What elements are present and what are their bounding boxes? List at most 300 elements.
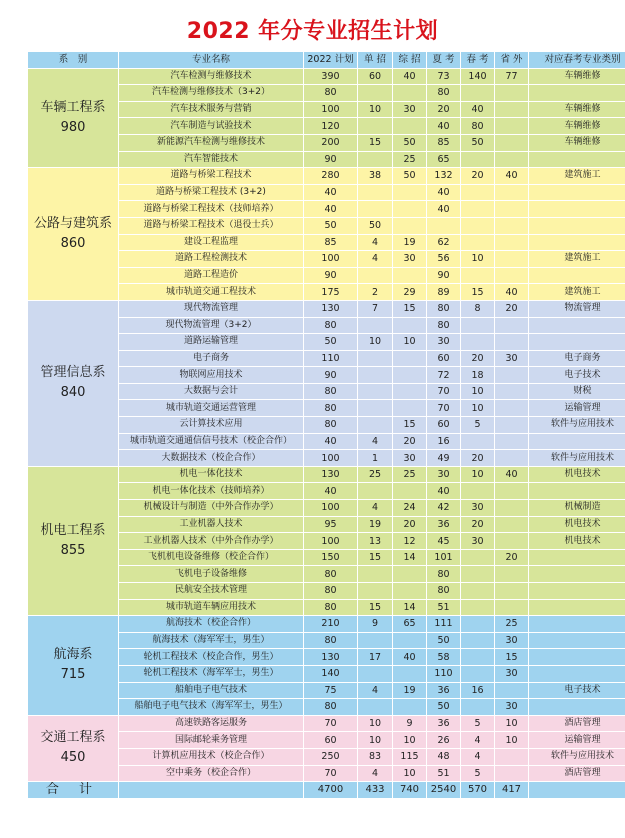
plan-cell: 100 [304, 450, 358, 467]
danzhao-cell [358, 400, 393, 417]
chunkao-cell [461, 184, 495, 201]
shengwai-cell: 10 [495, 732, 529, 749]
chunkao-cell [461, 151, 495, 168]
department-name: 车辆工程系 [40, 99, 106, 115]
zongzhao-cell [393, 217, 427, 234]
zongzhao-cell [393, 267, 427, 284]
plan-cell: 90 [304, 267, 358, 284]
plan-cell: 100 [304, 251, 358, 268]
xiakao-cell: 111 [427, 616, 461, 633]
plan-cell: 50 [304, 334, 358, 351]
chunkao-cell: 10 [461, 383, 495, 400]
plan-cell: 100 [304, 500, 358, 517]
major-name: 道路与桥梁工程技术 [119, 168, 304, 185]
xiakao-cell: 30 [427, 334, 461, 351]
department-name: 公路与建筑系 [33, 216, 112, 232]
zongzhao-cell [393, 317, 427, 334]
danzhao-cell: 10 [358, 334, 393, 351]
chunkao-cell [461, 699, 495, 716]
department-cell [28, 715, 119, 781]
chunkao-cell: 5 [461, 715, 495, 732]
danzhao-cell: 25 [358, 466, 393, 483]
chunkao-cell: 10 [461, 400, 495, 417]
shengwai-cell [495, 483, 529, 500]
xiakao-cell: 50 [427, 632, 461, 649]
plan-cell: 40 [304, 433, 358, 450]
danzhao-cell [358, 85, 393, 102]
shengwai-cell [495, 151, 529, 168]
plan-cell: 80 [304, 583, 358, 600]
category-cell: 运输管理 [529, 732, 625, 749]
xiakao-cell: 36 [427, 682, 461, 699]
header-zongzhao: 综 招 [393, 52, 427, 69]
zongzhao-cell: 20 [393, 433, 427, 450]
shengwai-cell [495, 85, 529, 102]
major-name: 大数据技术（校企合作） [119, 450, 304, 467]
chunkao-cell [461, 583, 495, 600]
shengwai-cell: 40 [495, 284, 529, 301]
chunkao-cell: 10 [461, 466, 495, 483]
total-shengwai-cell: 417 [495, 782, 529, 799]
danzhao-cell: 4 [358, 251, 393, 268]
zongzhao-cell [393, 184, 427, 201]
chunkao-cell [461, 234, 495, 251]
major-name: 船舶电子电气技术 [119, 682, 304, 699]
total-danzhao-cell: 433 [358, 782, 393, 799]
category-cell [529, 217, 625, 234]
category-cell [529, 184, 625, 201]
xiakao-cell: 16 [427, 433, 461, 450]
major-name: 汽车技术服务与营销 [119, 101, 304, 118]
major-name: 城市轨道车辆应用技术 [119, 599, 304, 616]
header-department: 系 别 [28, 52, 119, 69]
xiakao-cell: 36 [427, 516, 461, 533]
total-zongzhao-cell: 740 [393, 782, 427, 799]
plan-cell: 200 [304, 134, 358, 151]
chunkao-cell [461, 217, 495, 234]
chunkao-cell [461, 267, 495, 284]
category-cell: 建筑施工 [529, 284, 625, 301]
category-cell: 机电技术 [529, 516, 625, 533]
chunkao-cell [461, 483, 495, 500]
header-shengwai: 省 外 [495, 52, 529, 69]
table-row [28, 300, 625, 317]
chunkao-cell [461, 599, 495, 616]
plan-cell: 280 [304, 168, 358, 185]
category-cell: 机电技术 [529, 466, 625, 483]
danzhao-cell [358, 151, 393, 168]
department-cell [28, 68, 119, 168]
shengwai-cell: 40 [495, 168, 529, 185]
shengwai-cell [495, 566, 529, 583]
xiakao-cell: 36 [427, 715, 461, 732]
category-cell [529, 616, 625, 633]
danzhao-cell: 15 [358, 599, 393, 616]
danzhao-cell: 15 [358, 549, 393, 566]
chunkao-cell: 20 [461, 350, 495, 367]
major-name: 道路工程造价 [119, 267, 304, 284]
chunkao-cell: 20 [461, 516, 495, 533]
xiakao-cell: 90 [427, 267, 461, 284]
xiakao-cell: 50 [427, 699, 461, 716]
plan-cell: 130 [304, 466, 358, 483]
shengwai-cell [495, 317, 529, 334]
table-row [28, 616, 625, 633]
department-total: 840 [60, 385, 86, 401]
zongzhao-cell: 30 [393, 101, 427, 118]
category-cell [529, 151, 625, 168]
major-name: 汽车智能技术 [119, 151, 304, 168]
xiakao-cell: 48 [427, 748, 461, 765]
chunkao-cell: 30 [461, 533, 495, 550]
department-cell [28, 300, 119, 466]
header-xiakao: 夏 考 [427, 52, 461, 69]
category-cell: 车辆维修 [529, 101, 625, 118]
chunkao-cell: 20 [461, 168, 495, 185]
major-name: 汽车检测与维修技术 [119, 68, 304, 85]
danzhao-cell: 9 [358, 616, 393, 633]
plan-cell: 80 [304, 85, 358, 102]
plan-cell: 130 [304, 300, 358, 317]
shengwai-cell [495, 682, 529, 699]
table-row [28, 466, 625, 483]
zongzhao-cell: 115 [393, 748, 427, 765]
zongzhao-cell [393, 583, 427, 600]
danzhao-cell: 50 [358, 217, 393, 234]
table-row [28, 68, 625, 85]
shengwai-cell [495, 417, 529, 434]
shengwai-cell [495, 500, 529, 517]
header-category: 对应春考专业类别 [529, 52, 625, 69]
major-name: 云计算技术应用 [119, 417, 304, 434]
plan-cell: 80 [304, 317, 358, 334]
major-name: 机电一体化技术（技师培养） [119, 483, 304, 500]
category-cell: 车辆维修 [529, 118, 625, 135]
shengwai-cell [495, 217, 529, 234]
major-name: 道路与桥梁工程技术（技师培养） [119, 201, 304, 218]
plan-cell: 80 [304, 417, 358, 434]
xiakao-cell [427, 217, 461, 234]
department-cell [28, 466, 119, 615]
total-plan-cell: 4700 [304, 782, 358, 799]
chunkao-cell: 4 [461, 732, 495, 749]
zongzhao-cell: 50 [393, 134, 427, 151]
zongzhao-cell: 14 [393, 599, 427, 616]
danzhao-cell [358, 699, 393, 716]
zongzhao-cell [393, 665, 427, 682]
chunkao-cell [461, 433, 495, 450]
category-cell [529, 317, 625, 334]
major-name: 道路工程检测技术 [119, 251, 304, 268]
zongzhao-cell: 9 [393, 715, 427, 732]
table-header-row [28, 52, 625, 69]
xiakao-cell: 26 [427, 732, 461, 749]
shengwai-cell: 25 [495, 616, 529, 633]
zongzhao-cell: 25 [393, 151, 427, 168]
category-cell: 电子技术 [529, 367, 625, 384]
plan-cell: 100 [304, 101, 358, 118]
chunkao-cell: 80 [461, 118, 495, 135]
department-total: 855 [60, 543, 86, 559]
major-name: 汽车检测与维修技术（3+2） [119, 85, 304, 102]
plan-cell: 70 [304, 715, 358, 732]
zongzhao-cell: 25 [393, 466, 427, 483]
shengwai-cell [495, 201, 529, 218]
xiakao-cell: 60 [427, 417, 461, 434]
shengwai-cell [495, 383, 529, 400]
category-cell: 财税 [529, 383, 625, 400]
department-name: 交通工程系 [40, 730, 106, 746]
danzhao-cell [358, 417, 393, 434]
danzhao-cell [358, 583, 393, 600]
plan-cell: 80 [304, 599, 358, 616]
plan-cell: 130 [304, 649, 358, 666]
chunkao-cell [461, 201, 495, 218]
xiakao-cell: 58 [427, 649, 461, 666]
danzhao-cell: 60 [358, 68, 393, 85]
zongzhao-cell [393, 400, 427, 417]
category-cell: 酒店管理 [529, 715, 625, 732]
chunkao-cell [461, 317, 495, 334]
shengwai-cell [495, 765, 529, 782]
chunkao-cell [461, 649, 495, 666]
xiakao-cell: 49 [427, 450, 461, 467]
category-cell: 软件与应用技术 [529, 417, 625, 434]
shengwai-cell: 15 [495, 649, 529, 666]
category-cell [529, 665, 625, 682]
table-row [28, 715, 625, 732]
xiakao-cell: 85 [427, 134, 461, 151]
shengwai-cell [495, 251, 529, 268]
category-cell: 电子商务 [529, 350, 625, 367]
zongzhao-cell: 12 [393, 533, 427, 550]
danzhao-cell: 10 [358, 715, 393, 732]
department-name: 航海系 [53, 647, 93, 663]
plan-cell: 80 [304, 566, 358, 583]
zongzhao-cell [393, 483, 427, 500]
danzhao-cell [358, 201, 393, 218]
major-name: 现代物流管理（3+2） [119, 317, 304, 334]
chunkao-cell: 18 [461, 367, 495, 384]
category-cell [529, 85, 625, 102]
zongzhao-cell [393, 632, 427, 649]
major-name: 电子商务 [119, 350, 304, 367]
plan-cell: 80 [304, 383, 358, 400]
danzhao-cell [358, 367, 393, 384]
xiakao-cell: 80 [427, 85, 461, 102]
xiakao-cell: 30 [427, 466, 461, 483]
department-total: 715 [60, 667, 86, 683]
shengwai-cell [495, 118, 529, 135]
category-cell: 软件与应用技术 [529, 748, 625, 765]
major-name: 航海技术（校企合作） [119, 616, 304, 633]
xiakao-cell: 80 [427, 300, 461, 317]
shengwai-cell [495, 184, 529, 201]
plan-cell: 40 [304, 184, 358, 201]
shengwai-cell [495, 134, 529, 151]
danzhao-cell [358, 118, 393, 135]
chunkao-cell: 5 [461, 765, 495, 782]
plan-cell: 175 [304, 284, 358, 301]
major-name: 工业机器人技术（中外合作办学） [119, 533, 304, 550]
major-name: 空中乘务（校企合作） [119, 765, 304, 782]
total-label-cell: 合 计 [28, 782, 119, 799]
chunkao-cell: 20 [461, 450, 495, 467]
chunkao-cell [461, 566, 495, 583]
major-name: 轮机工程技术（校企合作，男生） [119, 649, 304, 666]
category-cell [529, 583, 625, 600]
category-cell [529, 201, 625, 218]
department-name: 机电工程系 [40, 523, 106, 539]
category-cell: 软件与应用技术 [529, 450, 625, 467]
category-cell: 物流管理 [529, 300, 625, 317]
zongzhao-cell: 15 [393, 300, 427, 317]
xiakao-cell: 51 [427, 599, 461, 616]
plan-cell: 50 [304, 217, 358, 234]
shengwai-cell: 40 [495, 466, 529, 483]
major-name: 机电一体化技术 [119, 466, 304, 483]
major-name: 城市轨道交通工程技术 [119, 284, 304, 301]
zongzhao-cell: 30 [393, 251, 427, 268]
major-name: 汽车制造与试验技术 [119, 118, 304, 135]
category-cell [529, 566, 625, 583]
shengwai-cell: 20 [495, 300, 529, 317]
xiakao-cell: 72 [427, 367, 461, 384]
zongzhao-cell: 40 [393, 68, 427, 85]
header-major: 专业名称 [119, 52, 304, 69]
header-chunkao: 春 考 [461, 52, 495, 69]
plan-cell: 110 [304, 350, 358, 367]
zongzhao-cell [393, 699, 427, 716]
category-cell [529, 632, 625, 649]
zongzhao-cell: 14 [393, 549, 427, 566]
xiakao-cell: 40 [427, 118, 461, 135]
danzhao-cell: 17 [358, 649, 393, 666]
shengwai-cell: 10 [495, 715, 529, 732]
table-row [28, 168, 625, 185]
major-name: 工业机器人技术 [119, 516, 304, 533]
danzhao-cell: 19 [358, 516, 393, 533]
plan-cell: 80 [304, 400, 358, 417]
category-cell [529, 483, 625, 500]
plan-cell: 90 [304, 151, 358, 168]
major-name: 航海技术（海军军士，男生） [119, 632, 304, 649]
shengwai-cell: 30 [495, 699, 529, 716]
danzhao-cell: 10 [358, 732, 393, 749]
plan-cell: 80 [304, 632, 358, 649]
xiakao-cell: 40 [427, 483, 461, 500]
chunkao-cell [461, 85, 495, 102]
plan-cell: 80 [304, 699, 358, 716]
major-name: 飞机电子设备维修 [119, 566, 304, 583]
zongzhao-cell: 10 [393, 334, 427, 351]
department-total: 860 [60, 236, 86, 252]
major-name: 物联网应用技术 [119, 367, 304, 384]
shengwai-cell [495, 234, 529, 251]
xiakao-cell: 70 [427, 400, 461, 417]
danzhao-cell [358, 566, 393, 583]
plan-cell: 90 [304, 367, 358, 384]
category-cell [529, 599, 625, 616]
category-cell: 机电技术 [529, 533, 625, 550]
shengwai-cell: 77 [495, 68, 529, 85]
xiakao-cell: 51 [427, 765, 461, 782]
danzhao-cell: 13 [358, 533, 393, 550]
chunkao-cell: 15 [461, 284, 495, 301]
plan-cell: 100 [304, 533, 358, 550]
department-cell [28, 616, 119, 716]
page-title: 2022 年分专业招生计划 [186, 19, 439, 44]
zongzhao-cell: 50 [393, 168, 427, 185]
danzhao-cell [358, 483, 393, 500]
danzhao-cell: 7 [358, 300, 393, 317]
chunkao-cell: 50 [461, 134, 495, 151]
category-cell: 运输管理 [529, 400, 625, 417]
category-cell: 车辆维修 [529, 68, 625, 85]
shengwai-cell: 30 [495, 665, 529, 682]
category-cell: 建筑施工 [529, 251, 625, 268]
shengwai-cell: 20 [495, 549, 529, 566]
major-name: 城市轨道交通通信信号技术（校企合作） [119, 433, 304, 450]
major-name: 轮机工程技术（海军军士，男生） [119, 665, 304, 682]
header-danzhao: 单 招 [358, 52, 393, 69]
danzhao-cell: 4 [358, 234, 393, 251]
zongzhao-cell [393, 367, 427, 384]
plan-cell: 40 [304, 201, 358, 218]
chunkao-cell: 10 [461, 251, 495, 268]
chunkao-cell [461, 632, 495, 649]
danzhao-cell: 83 [358, 748, 393, 765]
chunkao-cell [461, 665, 495, 682]
category-cell: 建筑施工 [529, 168, 625, 185]
category-cell: 机械制造 [529, 500, 625, 517]
department-total: 980 [60, 119, 86, 135]
major-name: 道路与桥梁工程技术（退役士兵） [119, 217, 304, 234]
major-name: 建设工程监理 [119, 234, 304, 251]
enrollment-plan-table [27, 51, 625, 799]
xiakao-cell: 56 [427, 251, 461, 268]
major-name: 城市轨道交通运营管理 [119, 400, 304, 417]
danzhao-cell: 4 [358, 682, 393, 699]
zongzhao-cell [393, 566, 427, 583]
xiakao-cell: 60 [427, 350, 461, 367]
major-name: 道路与桥梁工程技术 (3+2) [119, 184, 304, 201]
xiakao-cell: 62 [427, 234, 461, 251]
zongzhao-cell [393, 201, 427, 218]
shengwai-cell [495, 516, 529, 533]
major-name: 大数据与会计 [119, 383, 304, 400]
xiakao-cell: 110 [427, 665, 461, 682]
zongzhao-cell: 40 [393, 649, 427, 666]
danzhao-cell: 4 [358, 433, 393, 450]
chunkao-cell: 5 [461, 417, 495, 434]
major-name: 道路运输管理 [119, 334, 304, 351]
major-name: 新能源汽车检测与维修技术 [119, 134, 304, 151]
major-name: 飞机机电设备维修（校企合作） [119, 549, 304, 566]
zongzhao-cell: 30 [393, 450, 427, 467]
xiakao-cell: 20 [427, 101, 461, 118]
danzhao-cell: 1 [358, 450, 393, 467]
chunkao-cell [461, 334, 495, 351]
chunkao-cell [461, 549, 495, 566]
plan-cell: 40 [304, 483, 358, 500]
danzhao-cell: 38 [358, 168, 393, 185]
plan-cell: 250 [304, 748, 358, 765]
shengwai-cell [495, 533, 529, 550]
xiakao-cell: 45 [427, 533, 461, 550]
plan-cell: 140 [304, 665, 358, 682]
plan-cell: 390 [304, 68, 358, 85]
